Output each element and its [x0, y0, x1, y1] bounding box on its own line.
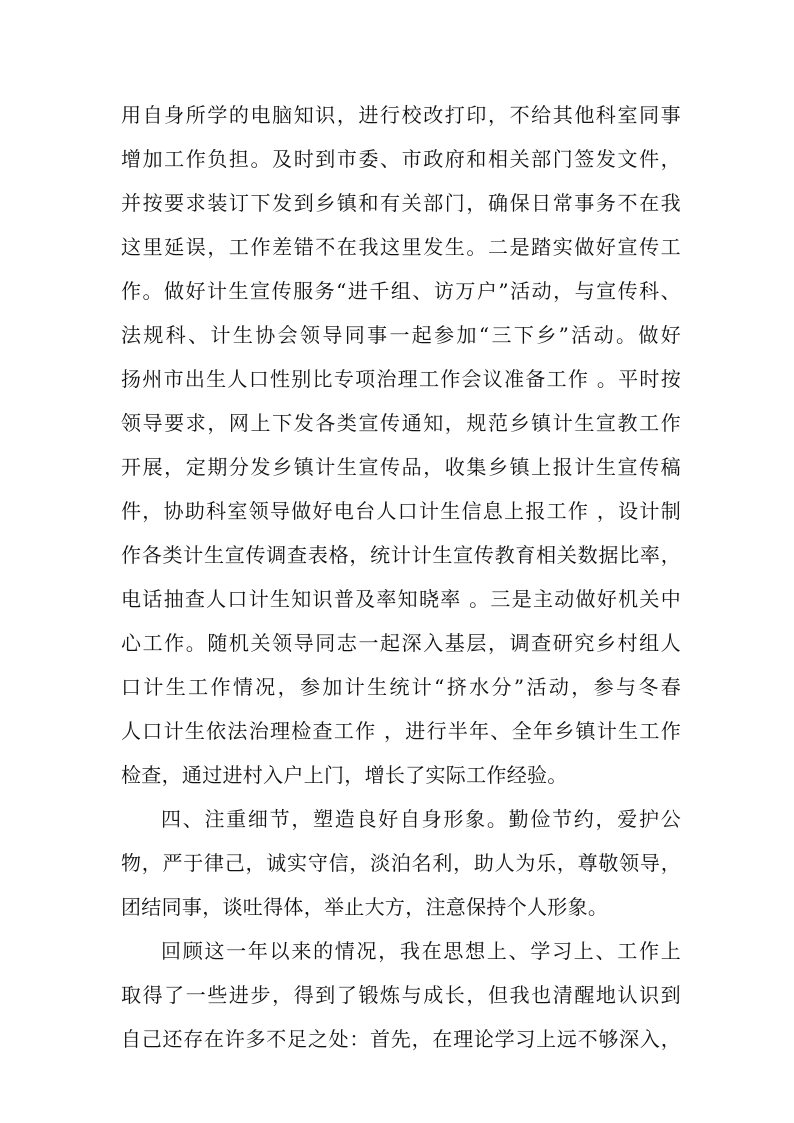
- text-line: 法规科、计生协会领导同事一起参加“三下乡”活动。做好: [121, 323, 681, 347]
- text-line: 用自身所学的电脑知识，进行校改打印，不给其他科室同事: [121, 103, 681, 127]
- text-line: 自己还存在许多不足之处：首先，在理论学习上远不够深入，: [121, 1027, 681, 1051]
- paragraph-first-line: 回顾这一年以来的情况，我在思想上、学习上、工作上: [161, 939, 681, 963]
- text-line: 作。做好计生宣传服务“进千组、访万户”活动，与宣传科、: [121, 279, 681, 303]
- text-line: 人口计生依法治理检查工作 ，进行半年、全年乡镇计生工作: [121, 719, 681, 743]
- text-line: 增加工作负担。及时到市委、市政府和相关部门签发文件，: [121, 147, 681, 171]
- text-line: 开展，定期分发乡镇计生宣传品，收集乡镇上报计生宣传稿: [121, 455, 681, 479]
- paragraph-first-line: 四、注重细节，塑造良好自身形象。勤俭节约，爱护公: [161, 807, 681, 831]
- text-line: 口计生工作情况，参加计生统计“挤水分”活动，参与冬春: [121, 675, 681, 699]
- text-line: 这里延误，工作差错不在我这里发生。二是踏实做好宣传工: [121, 235, 681, 259]
- text-line: 电话抽查人口计生知识普及率知晓率 。三是主动做好机关中: [121, 587, 681, 611]
- text-line: 作各类计生宣传调查表格，统计计生宣传教育相关数据比率，: [121, 543, 681, 567]
- paragraph-last-line: 团结同事，谈吐得体，举止大方，注意保持个人形象。: [121, 895, 609, 919]
- paragraph-last-line: 检查，通过进村入户上门，增长了实际工作经验。: [121, 763, 568, 787]
- text-line: 取得了一些进步，得到了锻炼与成长，但我也清醒地认识到: [121, 983, 681, 1007]
- text-line: 物，严于律己，诚实守信，淡泊名利，助人为乐，尊敬领导，: [121, 851, 681, 875]
- text-line: 扬州市出生人口性别比专项治理工作会议准备工作 。平时按: [121, 367, 681, 391]
- text-line: 并按要求装订下发到乡镇和有关部门，确保日常事务不在我: [121, 191, 681, 215]
- text-line: 领导要求，网上下发各类宣传通知，规范乡镇计生宣教工作: [121, 411, 681, 435]
- text-line: 心工作。随机关领导同志一起深入基层，调查研究乡村组人: [121, 631, 681, 655]
- text-line: 件，协助科室领导做好电台人口计生信息上报工作 ，设计制: [121, 499, 681, 523]
